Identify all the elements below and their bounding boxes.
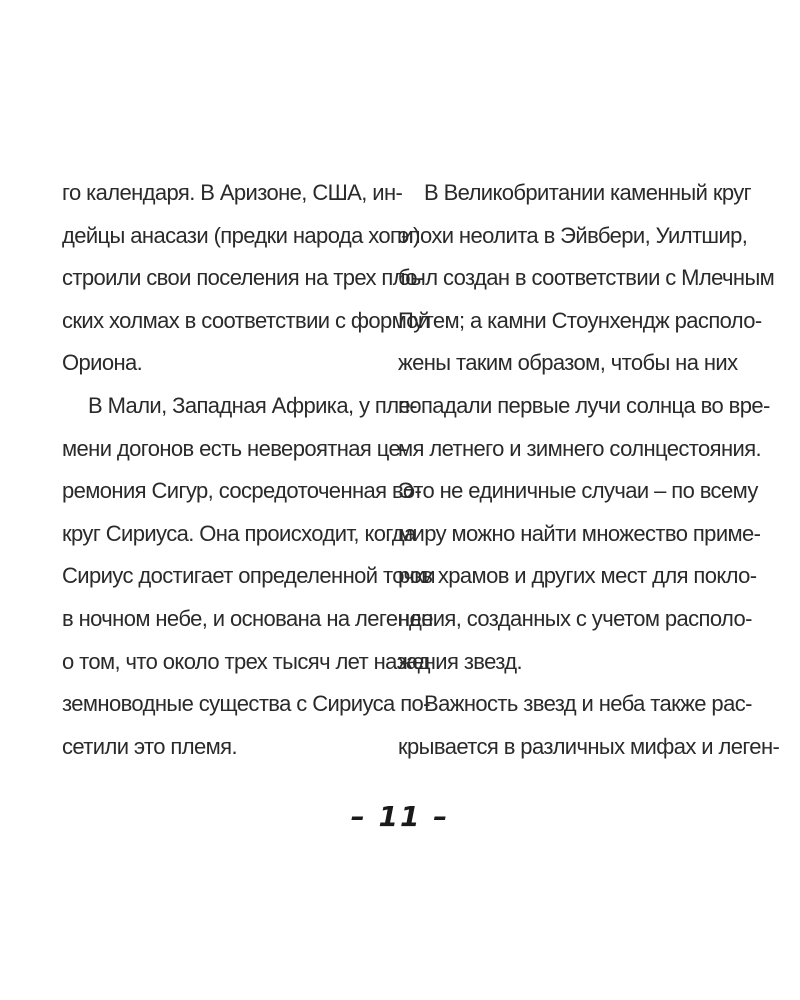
text-line: Ориона. (62, 350, 143, 376)
text-line: жения звезд. (398, 648, 523, 674)
text-line: миру можно найти множество приме- (398, 520, 761, 546)
text-line: Это не единичные случаи – по всему (398, 478, 758, 504)
text-line: попадали первые лучи солнца во вре- (398, 392, 770, 418)
text-line: Сириус достигает определенной точки (62, 563, 435, 589)
text-line: крывается в различных мифах и леген- (398, 733, 780, 759)
text-line: ров храмов и других мест для покло- (398, 563, 757, 589)
text-line: мя летнего и зимнего солнцестояния. (398, 435, 762, 461)
text-line: сетили это племя. (62, 733, 237, 759)
paragraph-start-line: Важность звезд и неба также рас- (424, 691, 752, 717)
text-line: эпохи неолита в Эйвбери, Уилтшир, (398, 222, 748, 248)
text-line: ремония Сигур, сосредоточенная во- (62, 478, 422, 504)
left-text-column (62, 172, 435, 768)
text-line: дейцы анасази (предки народа хопи) (62, 222, 420, 248)
page-number: – 11 – (350, 800, 450, 833)
text-line: жены таким образом, чтобы на них (398, 350, 738, 376)
text-line: Путем; а камни Стоунхендж располо- (398, 307, 762, 333)
text-line: о том, что около трех тысяч лет назад (62, 648, 430, 674)
text-line: в ночном небе, и основана на легенде (62, 605, 433, 631)
text-line: мени догонов есть невероятная це- (62, 435, 407, 461)
text-line: го календаря. В Аризоне, США, ин- (62, 180, 403, 205)
right-text-column (398, 172, 780, 768)
text-line: земноводные существа с Сириуса по- (62, 691, 430, 717)
paragraph-start-line: В Великобритании каменный круг (424, 180, 752, 205)
text-line: был создан в соответствии с Млечным (398, 265, 775, 291)
text-line: ских холмах в соответствии с формой (62, 307, 430, 333)
text-line: круг Сириуса. Она происходит, когда (62, 520, 416, 546)
text-line: нения, созданных с учетом располо- (398, 605, 752, 631)
text-line: строили свои поселения на трех пло- (62, 265, 424, 291)
paragraph-start-line: В Мали, Западная Африка, у пле- (88, 392, 417, 418)
